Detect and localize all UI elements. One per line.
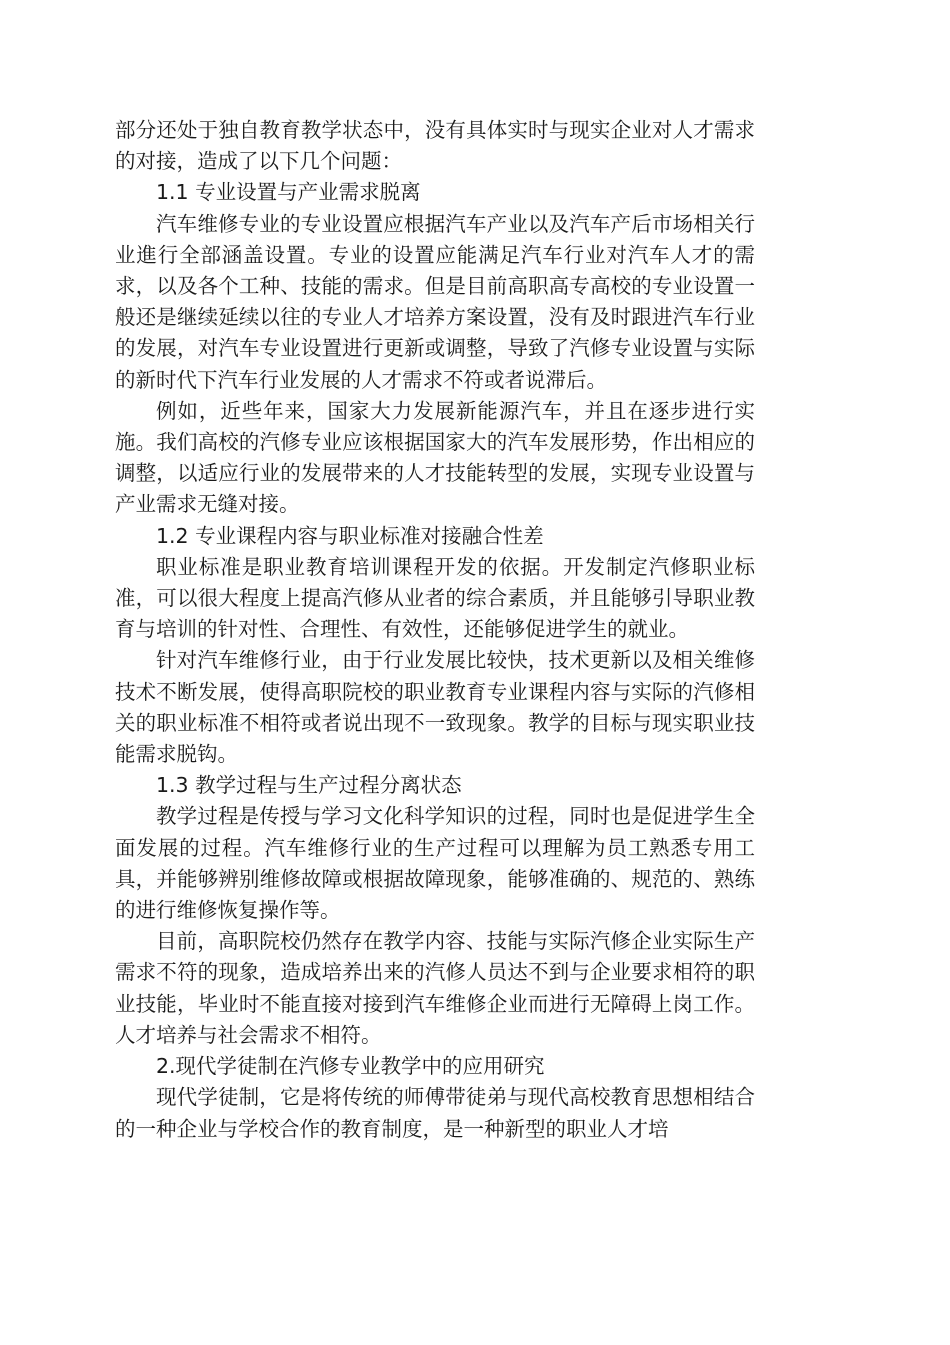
document-body — [115, 115, 755, 1145]
section-heading-2: 2.现代学徒制在汽修专业教学中的应用研究 — [156, 1054, 545, 1079]
paragraph-1-1-b: 例如，近些年来，国家大力发展新能源汽车，并且在逐步进行实施。我们高校的汽修专业应该根据国家大的汽车发展形势，作出相应的调整，以适应行业的发展带来的人才技能转型的发展，实现专业设置与产业需求无缝对接。 — [115, 398, 755, 517]
paragraph-1-3-a: 教学过程是传授与学习文化科学知识的过程，同时也是促进学生全面发展的过程。汽车维修行业的生产过程可以理解为员工熟悉专用工具，并能够辨别维修故障或根据故障现象，能够准确的、规范的、熟练的进行维修恢复操作等。 — [115, 804, 755, 923]
paragraph-1-1-a: 汽车维修专业的专业设置应根据汽车产业以及汽车产后市场相关行业進行全部涵盖设置。专业的设置应能满足汽车行业对汽车人才的需求，以及各个工种、技能的需求。但是目前高职高专高校的专业设置一般还是继续延续以往的专业人才培养方案设置，没有及时跟进汽车行业的发展，对汽车专业设置进行更新或调整，导致了汽修专业设置与实际的新时代下汽车行业发展的人才需求不符或者说滞后。 — [115, 211, 755, 392]
section-heading-1-2: 1.2 专业课程内容与职业标准对接融合性差 — [156, 523, 544, 548]
section-heading-1-1: 1.1 专业设置与产业需求脱离 — [156, 180, 421, 205]
paragraph-2-a: 现代学徒制，它是将传统的师傅带徒弟与现代高校教育思想相结合的一种企业与学校合作的教育制度，是一种新型的职业人才培 — [115, 1085, 755, 1141]
paragraph-intro: 部分还处于独自教育教学状态中，没有具体实时与现实企业对人才需求的对接，造成了以下几个问题： — [115, 118, 755, 174]
section-heading-1-3: 1.3 教学过程与生产过程分离状态 — [156, 773, 462, 798]
paragraph-1-3-b: 目前，高职院校仍然存在教学内容、技能与实际汽修企业实际生产需求不符的现象，造成培养出来的汽修人员达不到与企业要求相符的职业技能，毕业时不能直接对接到汽车维修企业而进行无障碍上岗工作。人才培养与社会需求不相符。 — [115, 929, 755, 1047]
paragraph-1-2-b: 针对汽车维修行业，由于行业发展比较快，技术更新以及相关维修技术不断发展，使得高职院校的职业教育专业课程内容与实际的汽修相关的职业标准不相符或者说出现不一致现象。教学的目标与现实职业技能需求脱钩。 — [115, 648, 755, 767]
paragraph-1-2-a: 职业标准是职业教育培训课程开发的依据。开发制定汽修职业标准，可以很大程度上提高汽修从业者的综合素质，并且能够引导职业教育与培训的针对性、合理性、有效性，还能够促进学生的就业。 — [115, 554, 755, 642]
